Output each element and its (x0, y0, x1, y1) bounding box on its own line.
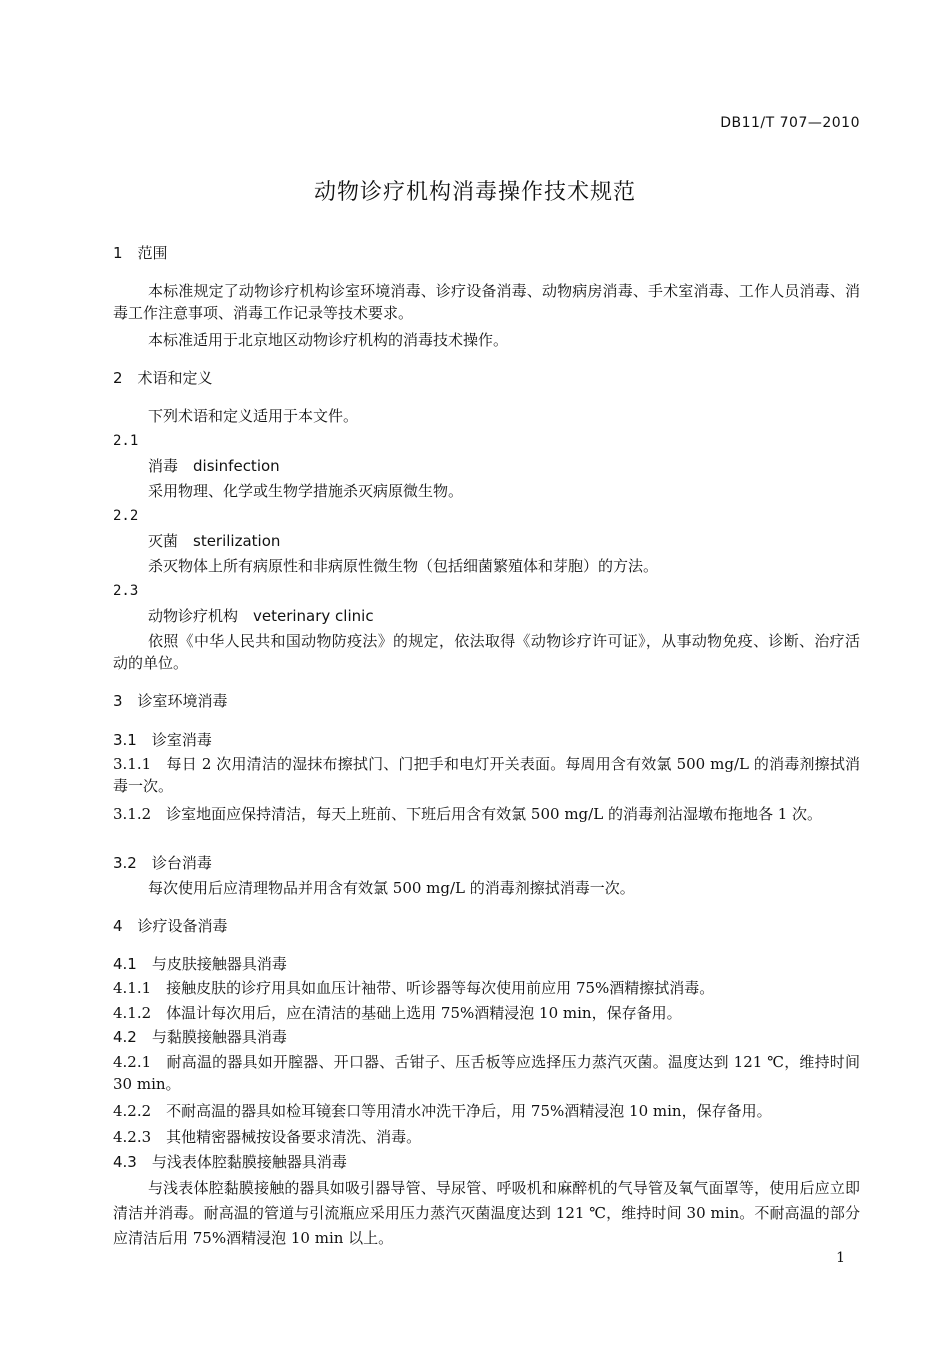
clause-3-1-1: 3.1.1 每日 2 次用清洁的湿抹布擦拭门、门把手和电灯开关表面。每周用含有效氯 500 mg/L 的消毒剂擦拭消毒一次。 (113, 755, 860, 795)
section-3-1-heading: 3.1 诊室消毒 (113, 731, 212, 749)
section-2-intro: 下列术语和定义适用于本文件。 (148, 407, 359, 425)
clause-4-2-1: 4.2.1 耐高温的器具如开膣器、开口器、舌钳子、压舌板等应选择压力蒸汽灭菌。温度达到 121 ℃，维持时间 30 min。 (113, 1053, 860, 1093)
term-2-2-number: 2.2 (113, 508, 139, 524)
section-3-heading: 3 诊室环境消毒 (113, 692, 228, 710)
section-1-paragraph-2: 本标准适用于北京地区动物诊疗机构的消毒技术操作。 (148, 331, 509, 349)
section-4-2-heading: 4.2 与黏膜接触器具消毒 (113, 1028, 287, 1046)
term-2-3-number: 2.3 (113, 583, 139, 599)
term-2-3-definition: 依照《中华人民共和国动物防疫法》的规定，依法取得《动物诊疗许可证》，从事动物免疫、诊断、治疗活动的单位。 (113, 632, 860, 672)
term-2-1-title: 消毒 disinfection (148, 457, 280, 475)
section-4-heading: 4 诊疗设备消毒 (113, 917, 228, 935)
section-1-paragraph-1: 本标准规定了动物诊疗机构诊室环境消毒、诊疗设备消毒、动物病房消毒、手术室消毒、工作人员消毒、消毒工作注意事项、消毒工作记录等技术要求。 (113, 282, 860, 322)
section-4-3-heading: 4.3 与浅表体腔黏膜接触器具消毒 (113, 1153, 347, 1171)
section-1-heading: 1 范围 (113, 244, 168, 262)
page-number: 1 (836, 1250, 845, 1266)
term-2-3-title: 动物诊疗机构 veterinary clinic (148, 607, 374, 625)
standard-code: DB11/T 707—2010 (720, 115, 860, 131)
clause-4-1-1: 4.1.1 接触皮肤的诊疗用具如血压计袖带、听诊器等每次使用前应用 75%酒精擦拭消毒。 (113, 979, 715, 997)
document-title: 动物诊疗机构消毒操作技术规范 (313, 180, 636, 205)
term-2-1-number: 2.1 (113, 433, 139, 449)
section-2-heading: 2 术语和定义 (113, 369, 213, 387)
term-2-2-title: 灭菌 sterilization (148, 532, 281, 550)
section-4-1-heading: 4.1 与皮肤接触器具消毒 (113, 955, 287, 973)
clause-3-1-2: 3.1.2 诊室地面应保持清洁，每天上班前、下班后用含有效氯 500 mg/L 的消毒剂沾湿墩布拖地各 1 次。 (113, 805, 823, 823)
clause-4-2-2: 4.2.2 不耐高温的器具如检耳镜套口等用清水冲洗干净后，用 75%酒精浸泡 10 min，保存备用。 (113, 1102, 772, 1120)
clause-3-2-paragraph: 每次使用后应清理物品并用含有效氯 500 mg/L 的消毒剂擦拭消毒一次。 (148, 879, 635, 897)
term-2-2-definition: 杀灭物体上所有病原性和非病原性微生物（包括细菌繁殖体和芽胞）的方法。 (148, 557, 659, 575)
clause-4-2-3: 4.2.3 其他精密器械按设备要求清洗、消毒。 (113, 1128, 422, 1146)
clause-4-1-2: 4.1.2 体温计每次用后，应在清洁的基础上选用 75%酒精浸泡 10 min，保存备用。 (113, 1004, 682, 1022)
clause-4-3-paragraph: 与浅表体腔黏膜接触的器具如吸引器导管、导尿管、呼吸机和麻醉机的气导管及氧气面罩等，使用后应立即清洁并消毒。耐高温的管道与引流瓶应采用压力蒸汽灭菌温度达到 121 ℃，维持时间 30 min。不耐高温的部分应清洁后用 75%酒精浸泡 10 min 以上。 (113, 1179, 860, 1247)
term-2-1-definition: 采用物理、化学或生物学措施杀灭病原微生物。 (148, 482, 464, 500)
section-3-2-heading: 3.2 诊台消毒 (113, 854, 212, 872)
